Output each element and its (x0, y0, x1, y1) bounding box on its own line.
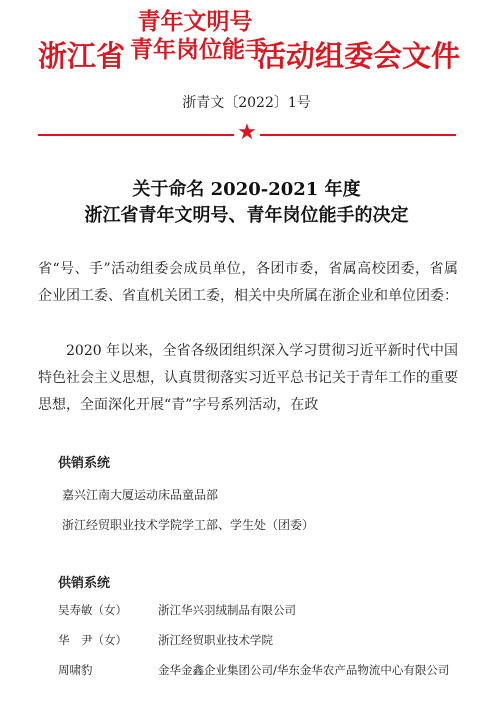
person-organization: 浙江经贸职业技术学院 (158, 633, 273, 647)
faded-text-line (38, 418, 458, 434)
person-organization: 金华金鑫企业集团公司/华东金华农产品物流中心有限公司 (158, 663, 450, 677)
person-organization: 浙江华兴羽绒制品有限公司 (158, 603, 296, 617)
person-name: 周啸豹 (58, 663, 93, 677)
award-section-individuals (58, 572, 110, 591)
red-star-icon: ★ (237, 120, 257, 145)
document-title-line1: 关于命名 2020-2021 年度 (132, 179, 361, 200)
letterhead-province: 浙江省 (38, 39, 126, 73)
list-item: 浙江经贸职业技术学院学工部、学生处（团委） (62, 518, 315, 532)
red-divider-right (260, 134, 456, 136)
document-number: 浙青文〔2022〕1号 (182, 95, 311, 111)
award-section-units (58, 452, 315, 532)
body-paragraph: 2020 年以来，全省各级团组织深入学习贯彻习近平新时代中国特色社会主义思想，认真贯彻落实习近平总书记关于青年工作的重要思想，全面深化开展“青”字号系列活动，在政 (38, 343, 458, 413)
letterhead-committee: 活动组委会文件 (257, 39, 461, 73)
letterhead (0, 8, 493, 88)
red-divider-left (38, 134, 234, 136)
letterhead-stack (130, 8, 268, 64)
section-title: 供销系统 (58, 456, 111, 471)
person-name: 华 尹（女） (58, 633, 127, 647)
faded-text-fragment (64, 538, 144, 548)
section-title: 供销系统 (58, 576, 111, 591)
letterhead-stack-line2: 青年岗位能手 (130, 36, 268, 63)
letterhead-stack-line1: 青年文明号 (137, 8, 253, 35)
document-title-line2: 浙江省青年文明号、青年岗位能手的决定 (84, 205, 409, 226)
addressee-paragraph: 省“号、手”活动组委会成员单位，各团市委，省属高校团委，省属企业团工委、省直机关团工委，相关中央所属在浙企业和单位团委： (38, 261, 458, 304)
list-item: 嘉兴江南大厦运动床品童品部 (62, 488, 219, 502)
person-name: 吴寿敏（女） (58, 603, 127, 617)
